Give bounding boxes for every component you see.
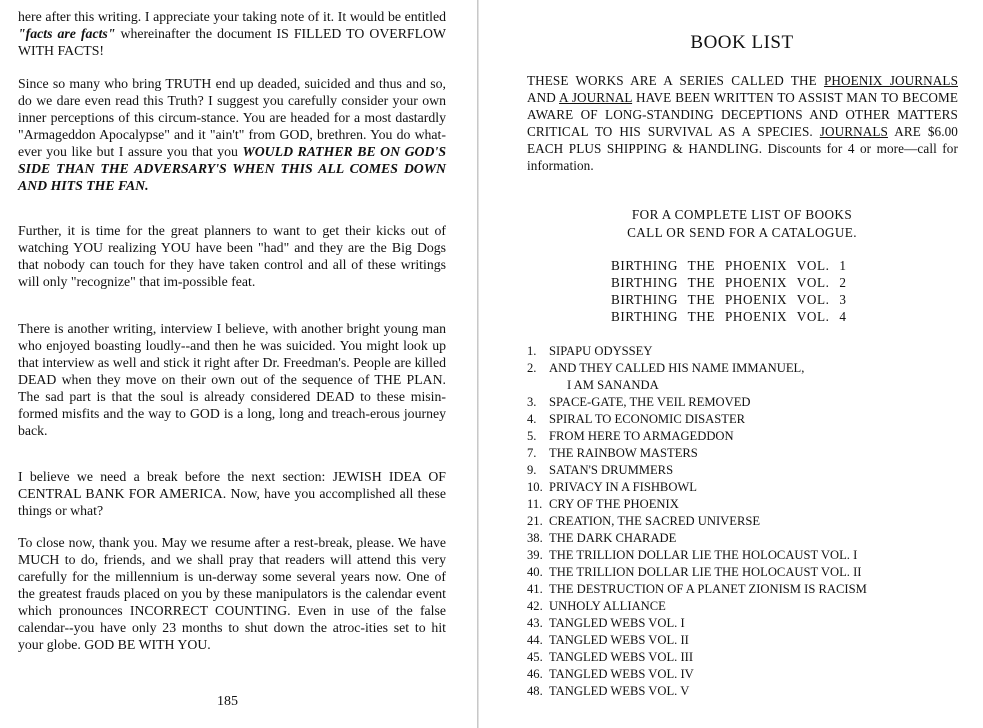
book-title: THE TRILLION DOLLAR LIE THE HOLOCAUST VOL. II bbox=[549, 565, 862, 579]
catalogue-notice bbox=[480, 206, 983, 241]
book-list-item bbox=[527, 530, 867, 547]
numbered-book-list bbox=[527, 343, 867, 700]
paragraph-2-text: Since so many who bring TRUTH end up deaded, suicided and thus and so, do we dare even read this Truth? I suggest you carefully consider your own inner perceptions of this circum-stance. You are headed for a most dastardly "Armageddon Apocalypse" and it "ain't" from GOD, brethren. You do what-ever you like but I assure you that you bbox=[18, 76, 446, 159]
book-number: 11. bbox=[527, 497, 543, 511]
intro-text-1: THESE WORKS ARE A SERIES CALLED THE bbox=[527, 73, 824, 88]
book-number: 7. bbox=[527, 446, 537, 460]
intro-text-3: HAVE BEEN WRITTEN TO ASSIST MAN TO BECOME AWARE OF LONG-STANDING DECEPTIONS AND OTHER MATTERS CRITICAL TO HIS SURVIVAL AS A SPECIES. bbox=[527, 90, 958, 139]
book-title: PRIVACY IN A FISHBOWL bbox=[549, 480, 697, 494]
book-list-item bbox=[527, 462, 867, 479]
book-number: 38. bbox=[527, 531, 543, 545]
book-title: SPIRAL TO ECONOMIC DISASTER bbox=[549, 412, 746, 426]
book-list-item bbox=[527, 666, 867, 683]
book-title: TANGLED WEBS VOL. V bbox=[549, 684, 690, 698]
book-title: CREATION, THE SACRED UNIVERSE bbox=[549, 514, 761, 528]
intro-text-4: ARE $6.00 EACH PLUS SHIPPING & HANDLING. Discounts for 4 or more—call for information. bbox=[527, 124, 958, 173]
series-intro bbox=[527, 72, 958, 174]
book-title: AND THEY CALLED HIS NAME IMMANUEL, bbox=[549, 361, 805, 375]
book-number: 4. bbox=[527, 412, 537, 426]
book-title: TANGLED WEBS VOL. III bbox=[549, 650, 694, 664]
book-list-item bbox=[527, 479, 867, 496]
book-spine bbox=[477, 0, 479, 728]
paragraph-1-emphasis: "facts are facts" bbox=[18, 26, 116, 41]
paragraph-1-text-a: here after this writing. I appreciate your taking note of it. It would be entitled bbox=[18, 9, 446, 24]
left-page bbox=[0, 0, 478, 728]
book-title: TANGLED WEBS VOL. IV bbox=[549, 667, 694, 681]
book-list-item bbox=[527, 547, 867, 564]
book-number: 42. bbox=[527, 599, 543, 613]
book-title: THE DARK CHARADE bbox=[549, 531, 677, 545]
book-number: 40. bbox=[527, 565, 543, 579]
book-title: UNHOLY ALLIANCE bbox=[549, 599, 666, 613]
birthing-item: BIRTHING THE PHOENIX VOL. 1 bbox=[611, 258, 847, 273]
book-title: SIPAPU ODYSSEY bbox=[549, 344, 653, 358]
book-number: 43. bbox=[527, 616, 543, 630]
book-list-item bbox=[527, 360, 867, 377]
book-list-item bbox=[527, 649, 867, 666]
book-title: THE TRILLION DOLLAR LIE THE HOLOCAUST VOL. I bbox=[549, 548, 858, 562]
book-list-item bbox=[527, 615, 867, 632]
book-title: SPACE-GATE, THE VEIL REMOVED bbox=[549, 395, 751, 409]
book-number: 45. bbox=[527, 650, 543, 664]
birthing-series-list bbox=[611, 257, 847, 325]
book-list-item bbox=[527, 598, 867, 615]
book-list-item bbox=[527, 564, 867, 581]
book-title: I AM SANANDA bbox=[567, 378, 659, 392]
book-list-item bbox=[527, 428, 867, 445]
book-number: 48. bbox=[527, 684, 543, 698]
paragraph-2 bbox=[18, 75, 446, 194]
book-number: 44. bbox=[527, 633, 543, 647]
page-number: 185 bbox=[217, 694, 238, 709]
paragraph-1-text-b: whereinafter the document IS FILLED TO OVERFLOW WITH FACTS! bbox=[18, 26, 446, 58]
intro-phoenix-journals: PHOENIX JOURNALS bbox=[823, 73, 958, 88]
catalogue-line-1: FOR A COMPLETE LIST OF BOOKS bbox=[631, 207, 853, 222]
book-list-title: BOOK LIST bbox=[690, 32, 794, 53]
paragraph-4: There is another writing, interview I believe, with another bright young man who enjoyed boasting loudly--and then he was suicided. You might look up that interview as well and stick it right after Dr. Freedman's. People are killed DEAD when they move on their own out of the sequence of THE PLAN. The sad part is that the soul is already considered DEAD to these misin-formed misfits and the way to GOD is a long, long and treach-erous journey back. bbox=[18, 321, 446, 438]
book-number: 9. bbox=[527, 463, 537, 477]
right-page bbox=[480, 0, 983, 728]
book-title: TANGLED WEBS VOL. I bbox=[549, 616, 685, 630]
book-title: FROM HERE TO ARMAGEDDON bbox=[549, 429, 734, 443]
book-number: 21. bbox=[527, 514, 543, 528]
paragraph-1 bbox=[18, 8, 446, 59]
book-title: TANGLED WEBS VOL. II bbox=[549, 633, 689, 647]
book-title: THE RAINBOW MASTERS bbox=[549, 446, 698, 460]
paragraph-2-emphasis: WOULD RATHER BE ON GOD'S SIDE THAN THE ADVERSARY'S WHEN THIS ALL COMES DOWN AND HITS THE FAN. bbox=[18, 144, 446, 193]
book-number: 10. bbox=[527, 480, 543, 494]
book-number: 46. bbox=[527, 667, 543, 681]
book-number: 2. bbox=[527, 361, 537, 375]
book-list-item bbox=[527, 513, 867, 530]
birthing-item: BIRTHING THE PHOENIX VOL. 2 bbox=[611, 275, 847, 290]
catalogue-line-2: CALL OR SEND FOR A CATALOGUE. bbox=[627, 224, 857, 240]
book-list-item bbox=[527, 632, 867, 649]
book-list-item bbox=[527, 377, 867, 394]
book-title: THE DESTRUCTION OF A PLANET ZIONISM IS RACISM bbox=[549, 582, 867, 596]
book-list-item bbox=[527, 343, 867, 360]
birthing-item: BIRTHING THE PHOENIX VOL. 4 bbox=[611, 309, 847, 324]
book-number: 41. bbox=[527, 582, 543, 596]
book-title: SATAN'S DRUMMERS bbox=[549, 463, 674, 477]
book-number: 5. bbox=[527, 429, 537, 443]
book-title: CRY OF THE PHOENIX bbox=[549, 497, 679, 511]
book-number: 39. bbox=[527, 548, 543, 562]
book-list-item bbox=[527, 411, 867, 428]
paragraph-6: To close now, thank you. May we resume after a rest-break, please. We have MUCH to do, friends, and we shall pray that readers will attend this very carefully for the millennium is un-derway some several years now. One of the greatest frauds placed on you by these manipulators is the calendar event which pronounces INCORRECT COUNTING. Even in use of the false calendar--you have only 23 months to shut down the atroc-ities set to hit your globe. GOD BE WITH YOU. bbox=[18, 535, 446, 652]
book-list-item bbox=[527, 683, 867, 700]
book-number: 3. bbox=[527, 395, 537, 409]
book-list-item bbox=[527, 581, 867, 598]
intro-journals: JOURNALS bbox=[819, 124, 888, 139]
intro-text-2: AND bbox=[527, 90, 560, 105]
book-number: 1. bbox=[527, 344, 537, 358]
birthing-item: BIRTHING THE PHOENIX VOL. 3 bbox=[611, 292, 847, 307]
book-list-item bbox=[527, 394, 867, 411]
intro-a-journal: A JOURNAL bbox=[559, 90, 633, 105]
book-list-item bbox=[527, 445, 867, 462]
paragraph-5: I believe we need a break before the next section: JEWISH IDEA OF CENTRAL BANK FOR AMERICA. Now, have you accomplished all these things or what? bbox=[18, 469, 446, 518]
book-list-item bbox=[527, 496, 867, 513]
paragraph-3: Further, it is time for the great planners to want to get their kicks out of watching YOU realizing YOU have been "had" and they are the Big Dogs that nobody can touch for they have taken control and all of these writings will only "recognize" that im-possible feat. bbox=[18, 223, 446, 289]
